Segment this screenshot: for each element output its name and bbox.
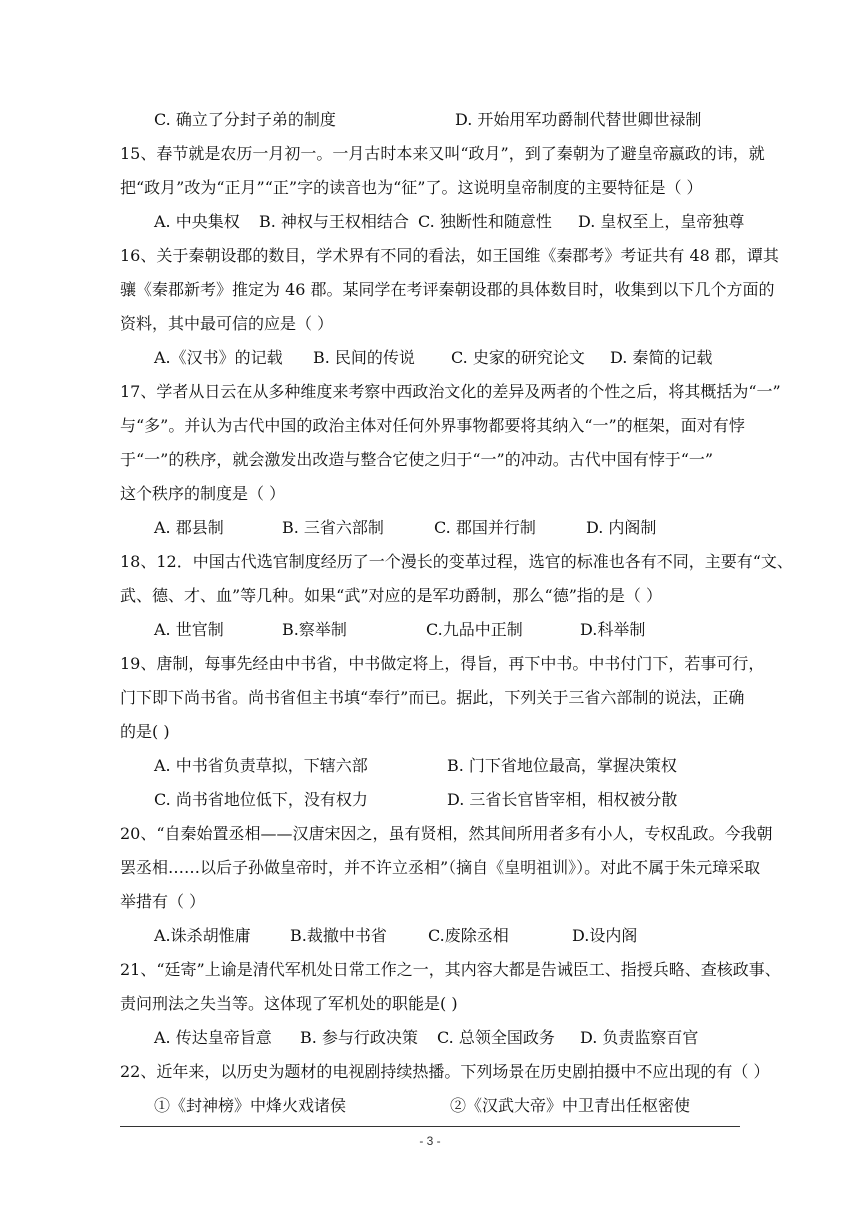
q22-stem-text-1: 22、近年来，以历史为题材的电视剧持续热播。下列场景在历史剧拍摄中不应出现的有（ ） — [120, 1062, 770, 1081]
q16-stem-line-2 — [0, 273, 860, 307]
page-number: - 3 - — [419, 1134, 441, 1148]
q16-option-a: A.《汉书》的记载 — [154, 348, 283, 367]
q20-options-row — [0, 919, 860, 953]
q17-stem-text-1: 17、学者从日云在从多种维度来考察中西政治文化的差异及两者的个性之后，将其概括为“一” — [120, 382, 781, 401]
q18-option-c: C.九品中正制 — [426, 620, 523, 639]
q20-stem-line-1 — [0, 817, 860, 851]
q19-option-d: D. 三省长官皆宰相，相权被分散 — [447, 790, 678, 809]
q17-option-c: C. 郡国并行制 — [434, 518, 536, 537]
q16-stem-line-1 — [0, 239, 860, 273]
q20-stem-line-2 — [0, 851, 860, 885]
q21-stem-text-1: 21、“廷寄”上谕是清代军机处日常工作之一，其内容大都是告诫臣工、指授兵略、查核政事、 — [120, 960, 781, 979]
q19-stem-line-1 — [0, 647, 860, 681]
q15-stem-text-2: 把“政月”改为“正月”“正”字的读音也为“征”了。这说明皇帝制度的主要特征是（ ） — [120, 178, 703, 197]
q22-items-row — [0, 1089, 860, 1123]
q17-option-d: D. 内阁制 — [586, 518, 657, 537]
q20-stem-text-2: 罢丞相……以后子孙做皇帝时，并不许立丞相”（摘自《皇明祖训》）。对此不属于朱元璋采取 — [120, 858, 761, 877]
q19-stem-text-2: 门下即下尚书省。尚书省但主书填“奉行”而已。据此，下列关于三省六部制的说法，正确 — [120, 688, 745, 707]
q18-stem-line-2 — [0, 579, 860, 613]
q18-option-d: D.科举制 — [580, 620, 646, 639]
q15-option-a: A. 中央集权 — [154, 212, 240, 231]
q20-option-b: B.裁撤中书省 — [290, 926, 387, 945]
q15-stem-line-1 — [0, 137, 860, 171]
q19-stem-text-3: 的是( ) — [120, 722, 170, 741]
q19-option-b: B. 门下省地位最高，掌握决策权 — [447, 756, 677, 775]
q21-option-d: D. 负责监察百官 — [580, 1028, 699, 1047]
q17-options-row — [0, 511, 860, 545]
q16-option-b: B. 民间的传说 — [313, 348, 415, 367]
q18-options-row — [0, 613, 860, 647]
q19-option-c: C. 尚书省地位低下，没有权力 — [154, 790, 368, 809]
q14-option-c: C. 确立了分封子弟的制度 — [154, 110, 336, 129]
q17-stem-text-3: 于“一”的秩序，就会激发出改造与整合它使之归于“一”的冲动。古代中国有悖于“一” — [120, 450, 714, 469]
q21-stem-text-2: 责问刑法之失当等。这体现了军机处的职能是( ) — [120, 994, 458, 1013]
q18-option-a: A. 世官制 — [154, 620, 224, 639]
q17-stem-line-3 — [0, 443, 860, 477]
q20-option-c: C.废除丞相 — [428, 926, 509, 945]
q20-option-a: A.诛杀胡惟庸 — [154, 926, 251, 945]
q16-stem-text-1: 16、关于秦朝设郡的数目，学术界有不同的看法，如王国维《秦郡考》考证共有 48 郡，谭其 — [120, 246, 779, 265]
q17-stem-text-4: 这个秩序的制度是（ ） — [120, 484, 286, 503]
q19-stem-text-1: 19、唐制，每事先经由中书省，中书做定将上，得旨，再下中书。中书付门下，若事可行， — [120, 654, 765, 673]
q18-stem-line-1 — [0, 545, 860, 579]
q16-options-row — [0, 341, 860, 375]
q15-option-b: B. 神权与王权相结合 — [259, 212, 409, 231]
q22-item-2: ②《汉武大帝》中卫青出任枢密使 — [450, 1096, 691, 1115]
q20-option-d: D.设内阁 — [572, 926, 638, 945]
q14-options-row — [0, 103, 860, 137]
q21-stem-line-2 — [0, 987, 860, 1021]
q14-option-d: D. 开始用军功爵制代替世卿世禄制 — [455, 110, 702, 129]
q21-options-row — [0, 1021, 860, 1055]
q15-options-row — [0, 205, 860, 239]
q16-stem-text-2: 骧《秦郡新考》推定为 46 郡。某同学在考评秦朝设郡的具体数目时，收集到以下几个方面的 — [120, 280, 775, 299]
q15-stem-text-1: 15、春节就是农历一月初一。一月古时本来又叫“政月”，到了秦朝为了避皇帝嬴政的讳，就 — [120, 144, 765, 163]
q16-option-c: C. 史家的研究论文 — [451, 348, 585, 367]
q22-stem-line-1 — [0, 1055, 860, 1089]
q17-option-a: A. 郡县制 — [154, 518, 224, 537]
q22-item-1: ①《封神榜》中烽火戏诸侯 — [154, 1096, 347, 1115]
q16-stem-text-3: 资料，其中最可信的应是（ ） — [120, 314, 334, 333]
q19-options-row-1 — [0, 749, 860, 783]
q18-stem-text-2: 武、德、才、血”等几种。如果“武”对应的是军功爵制，那么“德”指的是（ ） — [120, 586, 662, 605]
q15-option-c: C. 独断性和随意性 — [418, 212, 552, 231]
q15-stem-line-2 — [0, 171, 860, 205]
q19-stem-line-2 — [0, 681, 860, 715]
q17-option-b: B. 三省六部制 — [282, 518, 384, 537]
q15-option-d: D. 皇权至上，皇帝独尊 — [578, 212, 745, 231]
q21-option-c: C. 总领全国政务 — [437, 1028, 555, 1047]
q18-stem-text-1: 18、12．中国古代选官制度经历了一个漫长的变革过程，选官的标准也各有不同，主要有“文、 — [120, 552, 793, 571]
q16-option-d: D. 秦简的记载 — [610, 348, 713, 367]
q17-stem-text-2: 与“多”。并认为古代中国的政治主体对任何外界事物都要将其纳入“一”的框架，面对有悖 — [120, 416, 745, 435]
q21-stem-line-1 — [0, 953, 860, 987]
q21-option-b: B. 参与行政决策 — [300, 1028, 418, 1047]
q19-options-row-2 — [0, 783, 860, 817]
q17-stem-line-1 — [0, 375, 860, 409]
q19-stem-line-3 — [0, 715, 860, 749]
q18-option-b: B.察举制 — [282, 620, 347, 639]
q19-option-a: A. 中书省负责草拟，下辖六部 — [154, 756, 368, 775]
q17-stem-line-4 — [0, 477, 860, 511]
q21-option-a: A. 传达皇帝旨意 — [154, 1028, 272, 1047]
q20-stem-text-3: 举措有（ ） — [120, 892, 206, 911]
footer-divider — [120, 1126, 740, 1127]
q16-stem-line-3 — [0, 307, 860, 341]
q17-stem-line-2 — [0, 409, 860, 443]
q20-stem-text-1: 20、“自秦始置丞相——汉唐宋因之，虽有贤相，然其间所用者多有小人，专权乱政。今我朝 — [120, 824, 773, 843]
q20-stem-line-3 — [0, 885, 860, 919]
